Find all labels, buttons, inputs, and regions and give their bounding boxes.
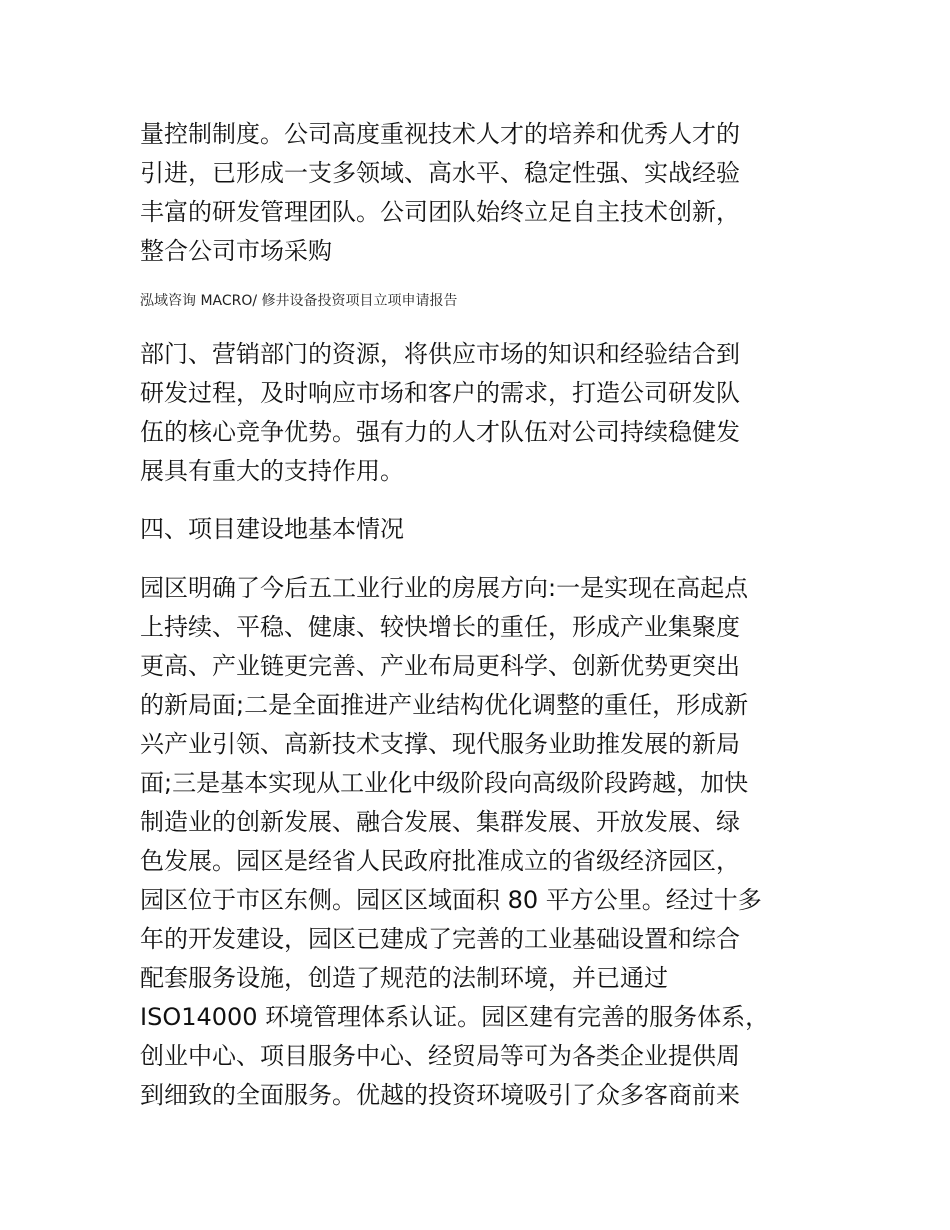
paragraph-line: 量控制制度。公司高度重视技术人才的培养和优秀人才的 [140,120,740,148]
paragraph-line: 年的开发建设，园区已建成了完善的工业基础设置和综合 [140,925,740,953]
running-header: 泓域咨询 MACRO/ 修井设备投资项目立项申请报告 [140,293,458,309]
paragraph-talent-continued [140,335,740,491]
paragraph-park-overview [140,569,769,1115]
section-heading: 四、项目建设地基本情况 [140,515,404,543]
paragraph-line: 面;三是基本实现从工业化中级阶段向高级阶段跨越，加快 [140,769,749,797]
paragraph-line: 园区明确了今后五工业行业的房展方向:一是实现在高起点 [140,574,749,602]
paragraph-line: 园区位于市区东侧。园区区域面积 80 平方公里。经过十多 [140,886,762,914]
paragraph-line: 部门、营销部门的资源，将供应市场的知识和经验结合到 [140,340,740,368]
paragraph-line: 到细致的全面服务。优越的投资环境吸引了众多客商前来 [140,1081,740,1109]
paragraph-line: 伍的核心竞争优势。强有力的人才队伍对公司持续稳健发 [140,418,740,446]
paragraph-line: 配套服务设施，创造了规范的法制环境，并已通过 [140,964,668,992]
paragraph-line: 色发展。园区是经省人民政府批准成立的省级经济园区， [140,847,740,875]
paragraph-line: 研发过程，及时响应市场和客户的需求，打造公司研发队 [140,379,740,407]
paragraph-line: 制造业的创新发展、融合发展、集群发展、开放发展、绿 [140,808,740,836]
paragraph-line: 创业中心、项目服务中心、经贸局等可为各类企业提供周 [140,1042,740,1070]
paragraph-line: 上持续、平稳、健康、较快增长的重任，形成产业集聚度 [140,613,740,641]
paragraph-line: ISO14000 环境管理体系认证。园区建有完善的服务体系， [140,1003,770,1031]
paragraph-line: 整合公司市场采购 [140,237,332,265]
paragraph-line: 的新局面;二是全面推进产业结构优化调整的重任，形成新 [140,691,749,719]
paragraph-line: 引进，已形成一支多领域、高水平、稳定性强、实战经验 [140,159,740,187]
paragraph-talent-intro [140,115,740,271]
paragraph-line: 更高、产业链更完善、产业布局更科学、创新优势更突出 [140,652,740,680]
paragraph-line: 展具有重大的支持作用。 [140,457,404,485]
paragraph-line: 丰富的研发管理团队。公司团队始终立足自主技术创新， [140,198,740,226]
paragraph-line: 兴产业引领、高新技术支撑、现代服务业助推发展的新局 [140,730,740,758]
